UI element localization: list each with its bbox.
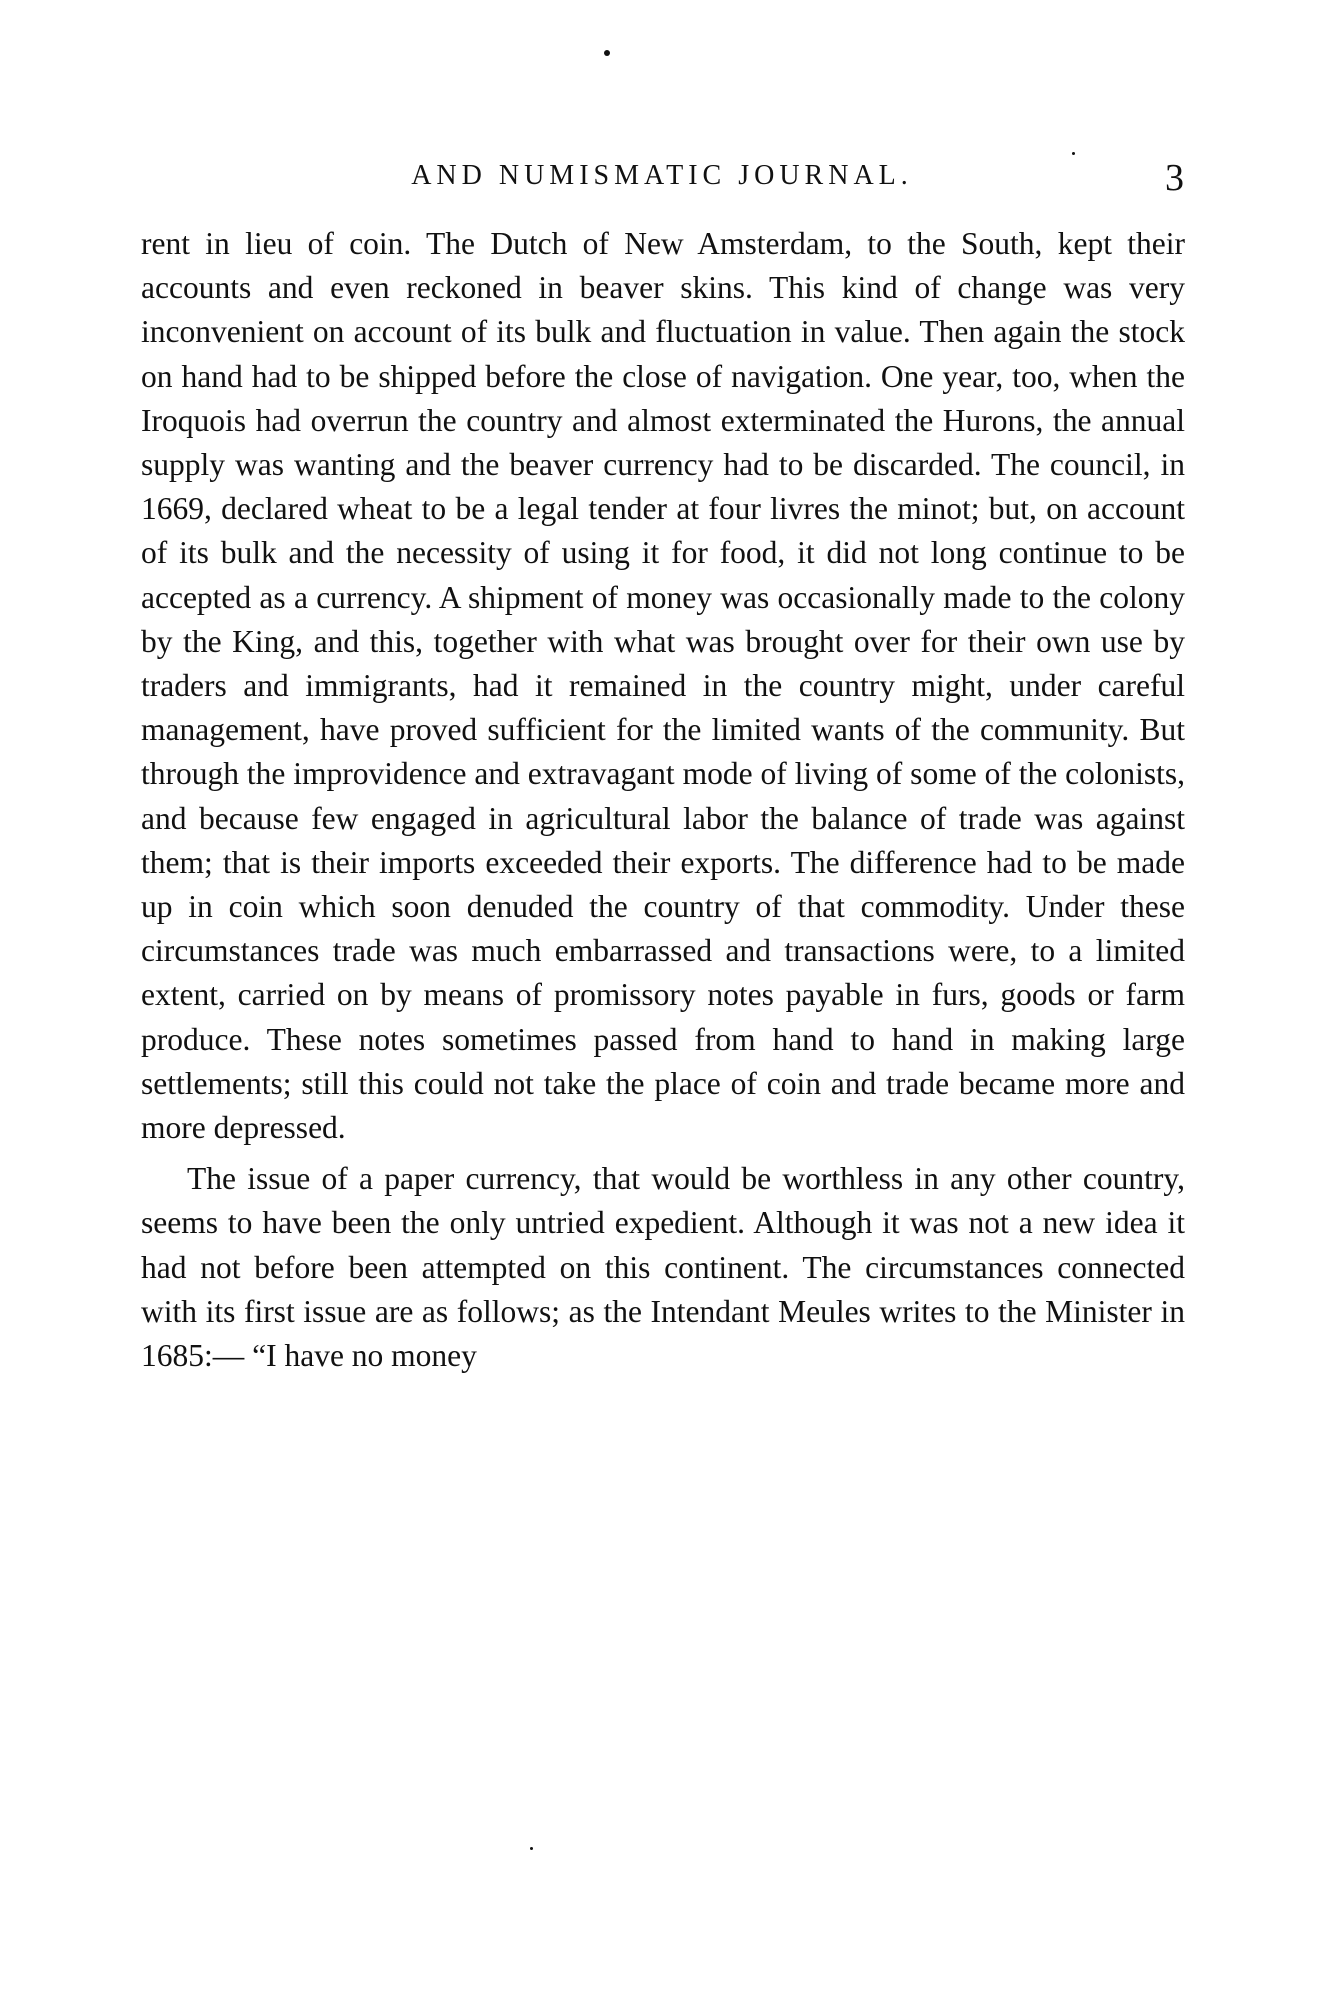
printer-mark-dot-bottom [530, 1847, 533, 1850]
running-title: AND NUMISMATIC JOURNAL. [411, 160, 913, 191]
page-number: 3 [1165, 157, 1184, 199]
paragraph-1: rent in lieu of coin. The Dutch of New Amsterdam, to the South, kept their accounts and even reckoned in beaver skins. This kind of change was very inconvenient on account of its bulk and fluctuation in value. Then again the stock on hand had to be shipped before the close of navigation. One year, too, when the Iroquois had overrun the country and almost exterminated the Hurons, the annual supply was wanting and the beaver currency had to be discarded. The council, in 1669, declared wheat to be a legal tender at four livres the minot; but, on account of its bulk and the necessity of using it for food, it did not long continue to be accepted as a currency. A shipment of money was occasionally made to the colony by the King, and this, together with what was brought over for their own use by traders and immigrants, had it remained in the country might, under careful management, have proved sufficient for the limited wants of the community. But through the improvidence and extravagant mode of living of some of the colonists, and because few engaged in agricultural labor the balance of trade was against them; that is their imports exceeded their exports. The difference had to be made up in coin which soon denuded the country of that commodity. Under these circumstances trade was much embarrassed and transactions were, to a limited extent, carried on by means of promissory notes payable in furs, goods or farm produce. These notes sometimes passed from hand to hand in making large settlements; still this could not take the place of coin and trade became more and more depressed. [141, 226, 1185, 1146]
page-header [140, 156, 1184, 204]
page-body [141, 222, 1185, 1378]
printer-mark-dot [604, 50, 610, 56]
printer-mark-speck [1072, 152, 1075, 155]
paragraph-2: The issue of a paper currency, that would be worthless in any other country, seems to have been the only untried expedient. Although it was not a new idea it had not before been attempted on this continent. The circumstances connected with its first issue are as follows; as the Intendant Meules writes to the Minister in 1685:— “I have no money [141, 1161, 1185, 1374]
